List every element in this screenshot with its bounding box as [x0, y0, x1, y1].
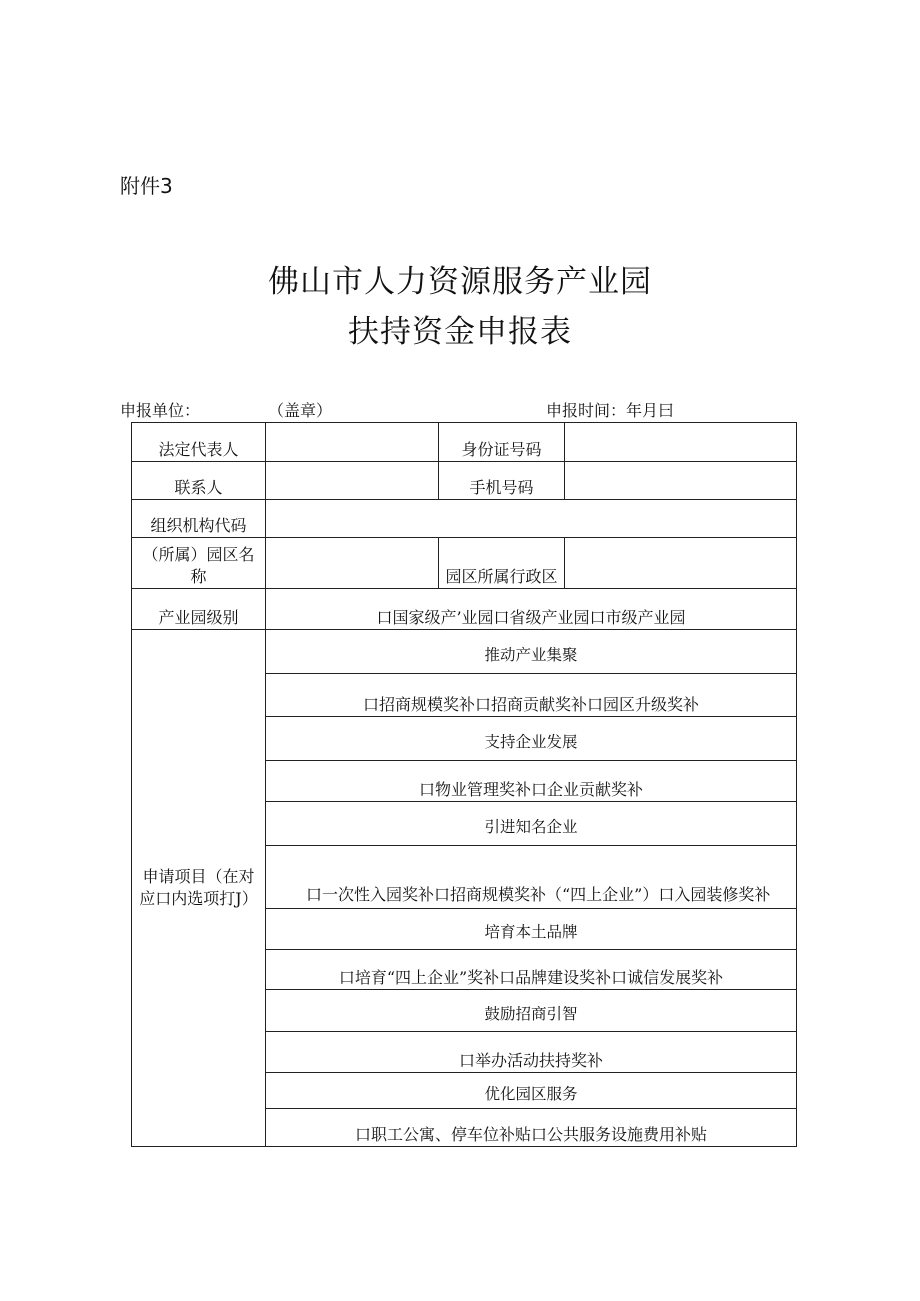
park-district-label: 园区所属行政区 [439, 538, 565, 589]
park-level-label: 产业园级别 [132, 589, 266, 630]
seal-label: （盖章） [268, 401, 333, 420]
legal-rep-field[interactable] [266, 423, 439, 462]
section-options[interactable]: 口招商规模奖补口招商贡献奖补口园区升级奖补 [266, 674, 797, 717]
phone-label: 手机号码 [439, 462, 565, 500]
section-options[interactable]: 口职工公寓、停车位补贴口公共服务设施费用补贴 [266, 1109, 797, 1147]
application-date-label: 申报时间：年月曰 [546, 401, 675, 420]
park-district-field[interactable] [565, 538, 797, 589]
legal-rep-label: 法定代表人 [132, 423, 266, 462]
applicant-unit-label: 申报单位： [120, 401, 201, 420]
section-options[interactable]: 口举办活动扶持奖补 [266, 1032, 797, 1073]
section-options[interactable]: 口培育“四上企业”奖补口品牌建设奖补口诚信发展奖补 [266, 950, 797, 990]
section-heading: 支持企业发展 [266, 717, 797, 761]
application-form-table [131, 422, 797, 1147]
id-number-field[interactable] [565, 423, 797, 462]
section-options[interactable]: 口一次性入园奖补口招商规模奖补（“四上企业”）口入园装修奖补 [266, 846, 797, 909]
park-name-field[interactable] [266, 538, 439, 589]
section-heading: 鼓励招商引智 [266, 990, 797, 1032]
park-level-options[interactable]: 口国家级产’业园口省级产业园口市级产业园 [266, 589, 797, 630]
org-code-label: 组织机构代码 [132, 500, 266, 538]
section-heading: 培育本土品牌 [266, 909, 797, 950]
section-heading: 优化园区服务 [266, 1073, 797, 1109]
section-heading: 推动产业集聚 [266, 630, 797, 674]
contact-field[interactable] [266, 462, 439, 500]
phone-field[interactable] [565, 462, 797, 500]
section-heading: 引进知名企业 [266, 802, 797, 846]
section-options[interactable]: 口物业管理奖补口企业贡献奖补 [266, 761, 797, 802]
org-code-field[interactable] [266, 500, 797, 538]
id-number-label: 身份证号码 [439, 423, 565, 462]
park-name-label: （所属）园区名称 [132, 538, 266, 589]
attachment-label: 附件3 [120, 174, 173, 198]
form-title-line1: 佛山市人力资源服务产业园 [268, 264, 652, 300]
contact-label: 联系人 [132, 462, 266, 500]
form-title-line2: 扶持资金申报表 [348, 314, 572, 350]
apply-items-label: 申请项目（在对应口内选项打J） [132, 630, 266, 1147]
